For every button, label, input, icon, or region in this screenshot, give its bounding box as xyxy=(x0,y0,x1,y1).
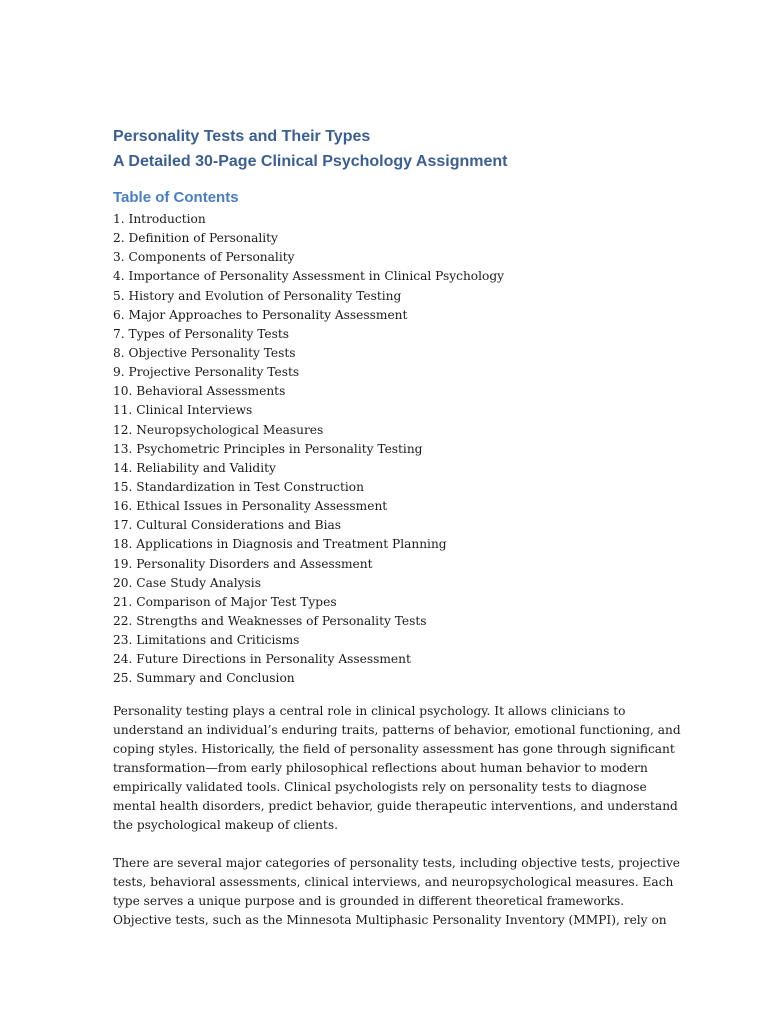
toc-heading: Table of Contents xyxy=(113,189,239,206)
paragraph-line: Objective tests, such as the Minnesota Multiphasic Personality Inventory (MMPI), rely on xyxy=(113,913,667,928)
paragraph-line: There are several major categories of personality tests, including objective tests, projective xyxy=(113,856,680,871)
toc-item: 5. History and Evolution of Personality Testing xyxy=(113,288,402,303)
toc-item: 4. Importance of Personality Assessment in Clinical Psychology xyxy=(113,269,505,284)
toc-item: 3. Components of Personality xyxy=(113,250,295,265)
document-page xyxy=(113,124,681,931)
toc-item: 20. Case Study Analysis xyxy=(113,575,261,590)
toc-item: 15. Standardization in Test Construction xyxy=(113,479,364,494)
intro-paragraph xyxy=(113,702,681,836)
toc-item: 23. Limitations and Criticisms xyxy=(113,633,300,648)
toc-item: 16. Ethical Issues in Personality Assessment xyxy=(113,499,388,514)
paragraph-line: understand an individual’s enduring traits, patterns of behavior, emotional functioning, and xyxy=(113,722,681,737)
toc-item: 1. Introduction xyxy=(113,212,206,226)
paragraph-line: transformation—from early philosophical reflections about human behavior to modern xyxy=(113,760,648,775)
paragraph-line: Personality testing plays a central role in clinical psychology. It allows clinicians to xyxy=(113,703,626,718)
paragraph-line: tests, behavioral assessments, clinical interviews, and neuropsychological measures. Each xyxy=(113,875,674,890)
toc-item: 13. Psychometric Principles in Personality Testing xyxy=(113,441,423,456)
toc-item: 14. Reliability and Validity xyxy=(113,460,276,475)
toc-item: 22. Strengths and Weaknesses of Personality Tests xyxy=(113,613,427,628)
toc-item: 24. Future Directions in Personality Assessment xyxy=(113,652,411,667)
categories-paragraph xyxy=(113,854,680,930)
toc-item: 19. Personality Disorders and Assessment xyxy=(113,556,373,571)
document-title: Personality Tests and Their Types xyxy=(113,128,371,145)
paragraph-line: coping styles. Historically, the field of personality assessment has gone through significant xyxy=(113,741,675,756)
toc-item: 21. Comparison of Major Test Types xyxy=(113,594,337,609)
toc-item: 12. Neuropsychological Measures xyxy=(113,422,324,437)
toc-item: 9. Projective Personality Tests xyxy=(113,365,300,380)
toc-item: 11. Clinical Interviews xyxy=(113,403,253,418)
toc-item: 18. Applications in Diagnosis and Treatment Planning xyxy=(113,537,447,552)
toc-item: 7. Types of Personality Tests xyxy=(113,326,290,341)
toc-item: 17. Cultural Considerations and Bias xyxy=(113,518,341,533)
toc-list xyxy=(113,210,658,689)
toc-item: 25. Summary and Conclusion xyxy=(113,671,295,686)
document-subtitle: A Detailed 30-Page Clinical Psychology Assignment xyxy=(113,153,508,170)
paragraph-line: empirically validated tools. Clinical psychologists rely on personality tests to diagnose xyxy=(113,779,647,794)
paragraph-line: type serves a unique purpose and is grounded in different theoretical frameworks. xyxy=(113,894,625,909)
toc-item: 8. Objective Personality Tests xyxy=(113,345,296,360)
toc-item: 10. Behavioral Assessments xyxy=(113,384,286,399)
paragraph-line: mental health disorders, predict behavior, guide therapeutic interventions, and understand xyxy=(113,798,678,813)
paragraph-line: the psychological makeup of clients. xyxy=(113,818,338,833)
toc-item: 6. Major Approaches to Personality Assessment xyxy=(113,307,408,322)
toc-item: 2. Definition of Personality xyxy=(113,231,278,246)
